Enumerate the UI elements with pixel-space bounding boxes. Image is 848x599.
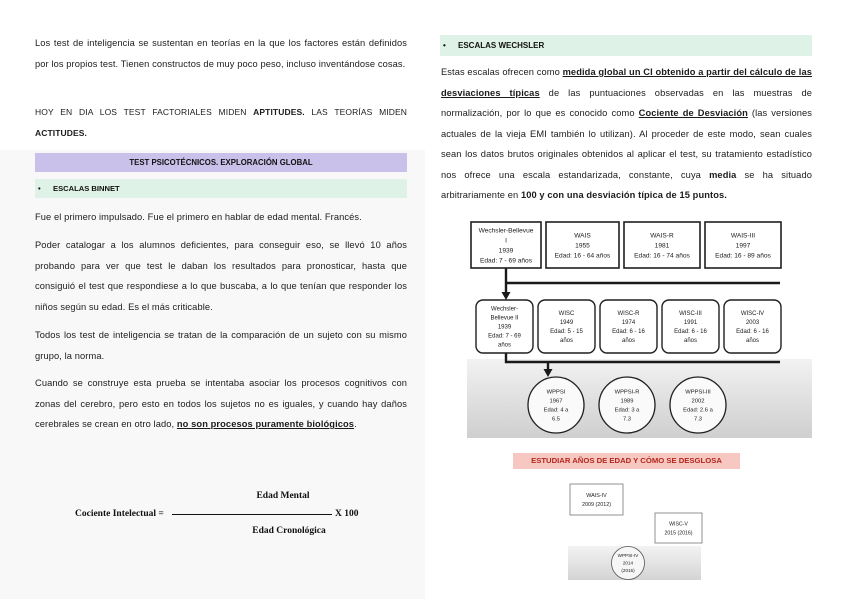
wechsler-text: se ha situado arbitrariamente en xyxy=(441,169,812,200)
wais-iv-box-text-line: 2009 (2012) xyxy=(581,501,612,508)
child-scale-box-text-line: WISC-R xyxy=(617,311,640,318)
preschool-scale-circle-text-line: 7.3 xyxy=(693,416,703,423)
child-scale-box-text-line: años xyxy=(497,342,512,349)
child-scale-box-text-line: Edad: 6 - 16 xyxy=(612,329,645,336)
child-scales-row xyxy=(476,300,781,353)
wechsler-paragraph xyxy=(441,62,812,206)
wechsler-text: (las versiones actuales de la vieja EMI también lo utilizan). Al proceder de este modo, sean cuales sean los datos brutos originales obtenidos al aplicar el test, su tratamiento estadístico nos ofrece una escala estandarizada, constante, cuya xyxy=(441,108,812,180)
adult-scale-box-text-line: 1981 xyxy=(654,242,670,250)
preschool-scale-circle-text-line: WPPSI xyxy=(546,389,566,396)
wechsler-emphasis: 100 y con una desviación típica de 15 puntos. xyxy=(520,190,727,200)
wechsler-emphasis: Cociente de Desviación xyxy=(638,108,748,118)
adult-scale-box-text-line: Edad: 16 - 89 años xyxy=(715,252,771,260)
child-scale-box-text-line: Edad: 6 - 16 xyxy=(736,329,769,336)
child-scale-box-text-line: Edad: 5 - 15 xyxy=(550,329,583,336)
wechsler-heading-bar xyxy=(440,35,812,56)
closing-emphasis: no son procesos puramente biológicos xyxy=(176,419,355,429)
binnet-paragraph: Poder catalogar a los alumnos deficientes, para conseguir eso, se llevó 10 años probando para ver que test le daban los resultados para pronosticar, hasta que consiguió el test que respondiese a lo que buscaba, a lo que tenían que responder los niños según su edad. Es el más criticable. xyxy=(35,240,407,312)
preschool-scale-circle-text-line: Edad: 4 a xyxy=(543,407,569,414)
adult-scale-box-text-line: 1997 xyxy=(735,242,751,250)
binnet-heading: ESCALAS BINNET xyxy=(53,184,120,193)
child-scale-box-text-line: años xyxy=(745,338,760,345)
child-scale-box xyxy=(724,300,781,353)
child-scale-box-text-line: Bellevue II xyxy=(490,315,519,322)
child-scale-box-text-line: Edad: 6 - 16 xyxy=(674,329,707,336)
factorial-emphasis: ACTITUDES. xyxy=(35,127,87,138)
closing-text: . xyxy=(354,419,357,429)
child-scale-box-text-line: WISC-III xyxy=(679,311,702,318)
wisc-v-box-outline xyxy=(655,513,702,543)
factorial-text: LAS TEORÍAS MIDEN xyxy=(304,107,407,117)
preschool-scale-circle-text-line: 2002 xyxy=(691,398,705,405)
preschool-scale-circle xyxy=(670,377,726,433)
adult-scale-box xyxy=(546,222,619,268)
wais-iv-box-text-line: WAIS-IV xyxy=(586,492,607,499)
adult-scales-row xyxy=(471,222,781,268)
wechsler-timeline-diagram xyxy=(467,213,812,438)
binnet-paragraph: Fue el primero impulsado. Fue el primero en hablar de edad mental. Francés. xyxy=(35,212,362,222)
fraction-bar xyxy=(172,514,332,515)
binnet-paragraph: Todos los test de inteligencia se tratan de la comparación de un sujeto con su mismo grupo, la norma. xyxy=(35,330,407,361)
section-heading: TEST PSICOTÉCNICOS. EXPLORACIÓN GLOBAL xyxy=(35,153,407,172)
adult-scale-box xyxy=(471,222,541,268)
adult-scale-box-text-line: 1955 xyxy=(575,242,590,250)
preschool-scale-circle-text-line: Edad: 3 a xyxy=(614,407,640,414)
adult-scale-box-text-line: Edad: 16 - 64 años xyxy=(554,252,611,260)
child-scale-box-outline xyxy=(538,300,595,353)
child-scale-box-text-line: años xyxy=(559,338,574,345)
child-scale-box xyxy=(476,300,533,353)
preschool-scale-circle-outline xyxy=(599,377,655,433)
wppsi-iv-circle xyxy=(612,547,645,580)
preschool-scale-circle-text-line: 6.5 xyxy=(551,416,561,423)
child-scale-box xyxy=(662,300,719,353)
wechsler-emphasis: media xyxy=(709,169,737,180)
adult-scale-box-text-line: Wechsler-Bellevue xyxy=(478,227,534,235)
study-note: ESTUDIAR AÑOS DE EDAD Y CÓMO SE DESGLOSA xyxy=(513,453,740,469)
wppsi-iv-circle-text-line: WPPSI-IV xyxy=(617,553,639,559)
intro-paragraph: Los test de inteligencia se sustentan en teorías en la que los factores están definidos por los propios test. Tienen constructos de muy poco peso, incluso inventándose cosas. xyxy=(35,38,407,69)
child-scale-box xyxy=(600,300,657,353)
adult-scale-box-text-line: WAIS-III xyxy=(730,232,756,240)
adult-scale-box-text-line: I xyxy=(505,237,507,245)
formula-numerator: Edad Mental xyxy=(256,491,310,501)
adult-scale-box-text-line: WAIS xyxy=(574,232,591,240)
child-scale-box-outline xyxy=(600,300,657,353)
child-scale-box-text-line: WISC-IV xyxy=(740,311,765,318)
child-scale-box-outline xyxy=(662,300,719,353)
wechsler-text: de las puntuaciones observadas en las muestras de normalización, por lo que es conocido como xyxy=(441,87,813,118)
formula-multiplier: X 100 xyxy=(335,509,359,519)
preschool-scale-circle-text-line: 1989 xyxy=(620,398,634,405)
child-scale-box-text-line: 1939 xyxy=(497,324,512,331)
preschool-scale-circle xyxy=(528,377,584,433)
child-scale-box-text-line: Wechsler- xyxy=(491,306,518,313)
preschool-scale-circle xyxy=(599,377,655,433)
child-scale-box-text-line: años xyxy=(683,338,698,345)
adult-scale-box-text-line: Edad: 16 - 74 años xyxy=(634,252,690,260)
preschool-scale-circle-text-line: WPPSI-R xyxy=(614,389,640,396)
adult-scale-box xyxy=(705,222,781,268)
child-scale-box-text-line: años xyxy=(621,338,636,345)
wechsler-heading: ESCALAS WECHSLER xyxy=(458,41,545,50)
child-scale-box-text-line: WISC xyxy=(558,311,575,318)
child-scale-box-text-line: 1991 xyxy=(683,320,698,327)
adult-scale-box xyxy=(624,222,700,268)
wisc-v-box-text-line: 2015 (2016) xyxy=(664,530,693,537)
closing-text: Cuando se construye esta prueba se intentaba asociar los procesos cognitivos con zonas del cerebro, pero esto en todos los sujetos no es iguales, y cuando hay daños cerebrales se crean en otro lado, xyxy=(35,378,407,429)
preschool-scale-circle-text-line: 1967 xyxy=(549,398,563,405)
adult-scale-box-text-line: 1939 xyxy=(498,247,514,255)
wais-iv-box-outline xyxy=(570,484,623,515)
preschool-scale-circle-outline xyxy=(670,377,726,433)
formula-lhs: Cociente Intelectual = xyxy=(75,509,164,519)
factorial-text: HOY EN DIA LOS TEST FACTORIALES MIDEN xyxy=(35,107,254,117)
formula-denominator: Edad Cronológica xyxy=(252,526,326,536)
wechsler-emphasis: medida global un CI obtenido a partir del cálculo de las desviaciones típicas xyxy=(441,67,812,98)
wppsi-iv-circle-text-line: 2014 xyxy=(622,560,634,566)
child-scale-box-text-line: 1974 xyxy=(621,320,636,327)
binnet-closing-paragraph xyxy=(35,373,407,435)
preschool-scale-circle-text-line: WPPSI-III xyxy=(685,389,711,396)
factorial-paragraph xyxy=(35,102,407,143)
wppsi-iv-circle-text-line: (2015) xyxy=(621,568,635,574)
preschool-scales-row xyxy=(528,377,726,433)
child-scale-box-text-line: 2003 xyxy=(745,320,760,327)
factorial-emphasis: APTITUDES. xyxy=(253,107,305,117)
binnet-heading-bar xyxy=(35,179,407,198)
wechsler-text: Estas escalas ofrecen como xyxy=(441,67,563,77)
child-scale-box-text-line: Edad: 7 - 69 xyxy=(488,333,521,340)
preschool-scale-circle-outline xyxy=(528,377,584,433)
wais-iv-box xyxy=(570,484,623,515)
bullet-icon: • xyxy=(38,184,41,193)
adult-scale-box-text-line: WAIS-R xyxy=(650,232,674,240)
wisc-v-box xyxy=(655,513,702,543)
wisc-v-box-text-line: WISC-V xyxy=(669,521,688,528)
adult-scale-box-text-line: Edad: 7 - 69 años xyxy=(479,257,533,265)
child-scale-box-outline xyxy=(724,300,781,353)
preschool-scale-circle-text-line: 7.3 xyxy=(622,416,632,423)
latest-versions-diagram xyxy=(568,478,704,580)
bullet-icon: • xyxy=(443,41,446,50)
child-scale-box xyxy=(538,300,595,353)
child-scale-box-text-line: 1949 xyxy=(559,320,574,327)
preschool-scale-circle-text-line: Edad: 2.6 a xyxy=(683,407,713,414)
